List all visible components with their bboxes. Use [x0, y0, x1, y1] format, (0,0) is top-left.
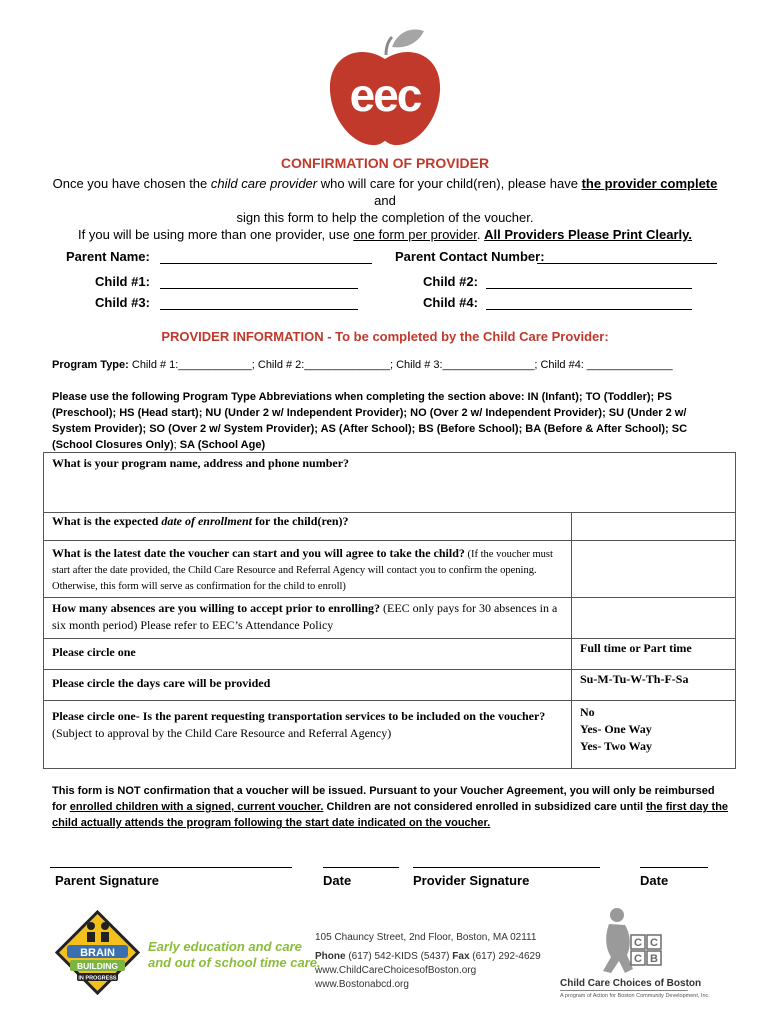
website-link-1[interactable]: www.ChildCareChoicesofBoston.org	[315, 965, 477, 976]
ccc-divider	[560, 990, 688, 991]
child-figure-icon	[610, 908, 624, 922]
program-info-answer-cell[interactable]	[44, 473, 736, 511]
child-care-choices-logo	[595, 905, 665, 977]
parent-contact-label: Parent Contact Number:	[395, 249, 545, 264]
address-text: 105 Chauncy Street, 2nd Floor, Boston, MA 02111	[315, 932, 537, 943]
contact-info: 105 Chauncy Street, 2nd Floor, Boston, MA 02111 Phone (617) 542-KIDS (5437) Fax (617) 292-4629 www.ChildCareChoicesofBoston.org www.Bostonabcd.org	[315, 932, 541, 990]
svg-text:IN PROGRESS: IN PROGRESS	[78, 975, 117, 982]
svg-text:BUILDING: BUILDING	[76, 961, 119, 971]
stem	[386, 37, 392, 55]
absences-answer-cell[interactable]	[572, 598, 736, 638]
program-type-fields[interactable]: Child # 1:____________; Child # 2:______________; Child # 3:_______________; Child #4: ______________	[131, 359, 673, 371]
abbreviation-instructions: Please use the following Program Type Abbreviations when completing the section above: IN (Infant); TO (Toddler); PS (Preschool); HS (Head start); NU (Under 2 w/ Independent Provider); NO (Over 2 w/ Independent Provider); SU (Under 2 w/ System Provider); SO (Over 2 w/ System Provider); AS (After School); BS (Before School); BA (Before & After School); SC (School Closures Only); SA (School Age)	[52, 391, 688, 451]
date1-label: Date	[323, 873, 352, 888]
schedule-question: Please circle one	[52, 645, 136, 659]
ccc-name: Child Care Choices of Boston	[560, 978, 702, 989]
voucher-start-answer-cell[interactable]	[572, 541, 736, 597]
svg-text:C: C	[634, 937, 642, 949]
child3-field[interactable]	[160, 309, 358, 310]
child1-label: Child #1:	[95, 274, 150, 289]
child3-label: Child #3:	[95, 295, 150, 310]
disclaimer-text: This form is NOT confirmation that a voucher will be issued. Pursuant to your Voucher Agreement, you will only be reimbursed for enrolled children with a signed, current voucher. Children are not considered enrolled in subsidized care until the first day the child actually attends the program following the start date indicated on the voucher.	[52, 785, 729, 829]
full-part-time-option[interactable]: Full time or Part time	[580, 641, 692, 655]
child-figure-icon	[87, 922, 95, 930]
days-options[interactable]: Su-M-Tu-W-Th-F-Sa	[580, 672, 689, 686]
program-type-row[interactable]	[52, 359, 673, 371]
program-info-question: What is your program name, address and phone number?	[52, 456, 350, 470]
intro-text: Once you have chosen the child care provider who will care for your child(ren), please have the provider complete and sign this form to help the completion of the voucher. If you will be using more than one provider, use one form per provider. All Providers Please Print Clearly.	[52, 176, 718, 242]
child2-label: Child #2:	[423, 274, 478, 289]
child4-field[interactable]	[486, 309, 692, 310]
provider-info-table	[43, 452, 736, 769]
website-link-2[interactable]: www.Bostonabcd.org	[315, 979, 409, 990]
child2-field[interactable]	[486, 288, 692, 289]
child1-field[interactable]	[160, 288, 358, 289]
transportation-option-no[interactable]: No	[580, 705, 595, 719]
child4-label: Child #4:	[423, 295, 478, 310]
provider-signature-label: Provider Signature	[413, 873, 530, 888]
date1-line[interactable]	[323, 867, 399, 868]
leaf-icon	[392, 30, 424, 48]
program-type-label: Program Type:	[52, 359, 129, 371]
absences-question: How many absences are you willing to accept prior to enrolling? (EEC only pays for 30 absences in a six month period) Please refer to EEC’s Attendance Policy	[52, 601, 558, 632]
svg-text:C: C	[650, 937, 658, 949]
svg-text:B: B	[650, 953, 658, 965]
brain-building-badge	[55, 910, 140, 995]
voucher-start-question: What is the latest date the voucher can start and you will agree to take the child? (If the voucher must start after the date provided, the Child Care Resource and Referral Agency will contact you to confirm the opening. Otherwise, this form will serve as confirmation for the child to enroll)	[52, 546, 553, 592]
provider-signature-line[interactable]	[413, 867, 600, 868]
svg-text:C: C	[634, 953, 642, 965]
parent-signature-line[interactable]	[50, 867, 292, 868]
ccc-subtitle: A program of Action for Boston Community Development, Inc.	[560, 993, 710, 999]
parent-name-field[interactable]	[160, 263, 372, 264]
eec-tagline: Early education and care and out of school time care.	[148, 939, 321, 970]
enrollment-date-question: What is the expected date of enrollment for the child(ren)?	[52, 514, 349, 528]
form-title: CONFIRMATION OF PROVIDER	[280, 155, 490, 171]
transportation-option-two-way[interactable]: Yes- Two Way	[580, 739, 653, 753]
enrollment-date-answer-cell[interactable]	[572, 513, 736, 540]
date2-label: Date	[640, 873, 669, 888]
provider-section-title: PROVIDER INFORMATION - To be completed by the Child Care Provider:	[161, 329, 609, 344]
days-question: Please circle the days care will be provided	[52, 676, 271, 690]
parent-signature-label: Parent Signature	[55, 873, 160, 888]
transportation-option-one-way[interactable]: Yes- One Way	[580, 722, 652, 736]
eec-apple-logo	[320, 25, 450, 150]
date2-line[interactable]	[640, 867, 708, 868]
parent-name-label: Parent Name:	[66, 249, 150, 264]
parent-contact-field[interactable]	[537, 263, 717, 264]
svg-text:BRAIN: BRAIN	[80, 947, 115, 959]
logo-text: eec	[349, 69, 421, 121]
transportation-question: Please circle one- Is the parent requesting transportation services to be included on the voucher? (Subject to approval by the Child Care Resource and Referral Agency)	[52, 709, 546, 740]
